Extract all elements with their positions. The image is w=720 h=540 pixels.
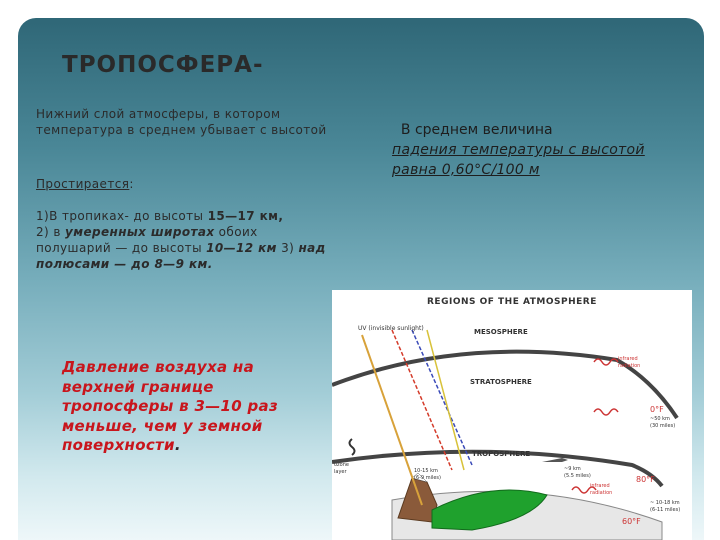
- lapse-rate-text: падения температуры с высотой равна 0,60°C/100 м: [392, 142, 645, 178]
- alt-10-4: (5.5 miles): [564, 473, 591, 479]
- extends-colon: :: [129, 177, 134, 191]
- item1-suffix: ,: [278, 209, 284, 223]
- item1-value: 15—17 км: [207, 209, 279, 223]
- alt-10-2: (6-9 miles): [414, 475, 441, 481]
- extends-label: Простирается: [36, 177, 130, 191]
- ozone-label-1: ozone: [334, 462, 349, 468]
- right-lead-text: В среднем величина: [400, 122, 553, 138]
- item3-emph: над полюсами — до 8—9 км.: [36, 241, 326, 271]
- mesosphere-label: MESOSPHERE: [474, 328, 528, 336]
- pressure-note: [62, 358, 322, 456]
- temp-60f: 60°F: [622, 517, 641, 526]
- infrared-mid-wave: [594, 409, 618, 415]
- stratosphere-label: STRATOSPHERE: [470, 378, 532, 386]
- alt-10-3: ~9 km: [564, 466, 581, 472]
- right-lead: [392, 120, 682, 140]
- item2-emph: умеренных широтах: [65, 225, 215, 239]
- item2-prefix: 2) в: [36, 225, 66, 239]
- alt-50km-1: ~50 km: [650, 416, 670, 422]
- left-text-block: [36, 106, 336, 272]
- item1-prefix: 1)В тропиках- до высоты: [36, 209, 208, 223]
- pressure-note-end: .: [174, 436, 181, 454]
- item2-suffix: 3): [276, 241, 295, 255]
- pressure-note-text: Давление воздуха на верхней границе тропосферы в 3—10 раз меньше, чем у земной поверхности: [62, 358, 278, 454]
- ozone-squiggle-icon: [350, 439, 355, 455]
- right-text-block: [392, 120, 682, 180]
- temp-0f: 0°F: [650, 405, 664, 414]
- ozone-label-2: layer: [334, 469, 347, 475]
- item2-value: 10—12 км: [206, 241, 277, 255]
- atmosphere-diagram-svg: [332, 290, 692, 540]
- sunlight-ray-4: [427, 330, 464, 470]
- troposphere-label: TROPOSPHERE: [472, 450, 531, 458]
- uv-label: UV (invisible sunlight): [358, 325, 424, 332]
- infrared-top-label-1: infrared: [618, 356, 638, 362]
- slide-title: ТРОПОСФЕРА-: [62, 52, 264, 78]
- temp-80f: 80°F: [636, 475, 655, 484]
- extends-heading: [36, 176, 336, 192]
- alt-10-6: (6-11 miles): [650, 507, 681, 513]
- alt-50km-2: (30 miles): [650, 423, 676, 429]
- item2-mid: обоих полушарий — до высоты: [36, 225, 258, 255]
- infrared-bottom-label-2: radiation: [590, 490, 613, 496]
- alt-10-1: 10-15 km: [414, 468, 438, 474]
- definition-text: Нижний слой атмосферы, в котором температура в среднем убывает с высотой: [36, 107, 327, 137]
- heights-list: [36, 208, 336, 272]
- diagram-title: REGIONS OF THE ATMOSPHERE: [427, 297, 597, 307]
- infrared-top-label-2: radiation: [618, 363, 641, 369]
- sunlight-ray-2: [392, 330, 452, 470]
- infrared-bottom-label-1: infrared: [590, 483, 610, 489]
- atmosphere-diagram: [332, 290, 692, 540]
- alt-10-5: ~ 10-18 km: [650, 500, 680, 506]
- mountain: [398, 478, 437, 522]
- airplane-icon: [542, 458, 568, 462]
